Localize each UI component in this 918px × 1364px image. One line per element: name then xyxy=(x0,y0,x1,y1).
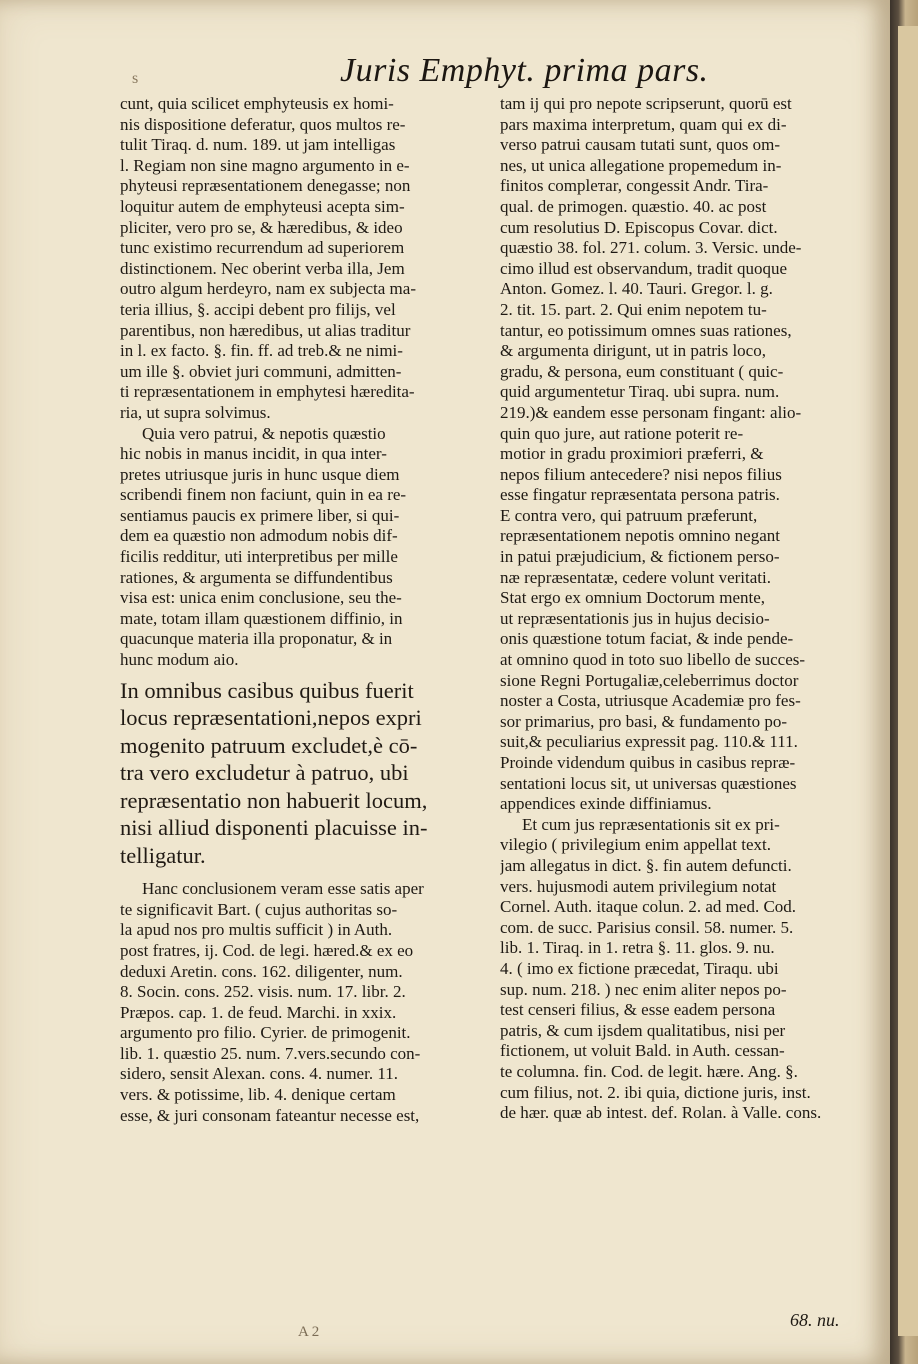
text-line: deduxi Aretin. cons. 162. diligenter, num. xyxy=(120,961,403,981)
text-line: Proinde videndum quibus in casibus repræ- xyxy=(500,753,796,772)
left-paragraph-2 xyxy=(120,424,486,671)
text-line: test censeri filius, & esse eadem persona xyxy=(500,1000,776,1020)
text-line: at omnino quod in toto suo libello de succes- xyxy=(500,650,806,670)
text-line: lib. 1. Tiraq. in 1. retra §. 11. glos. 9. nu. xyxy=(500,938,775,958)
text-line: in l. ex facto. §. fin. ff. ad treb.& ne nimi- xyxy=(120,341,403,361)
text-line: vers. hujusmodi autem privilegium notat xyxy=(500,876,777,896)
text-line: cunt, quia scilicet emphyteusis ex homi- xyxy=(120,94,394,113)
text-line: sentiamus paucis ex primere liber, si qui- xyxy=(120,505,400,525)
header-mark: s xyxy=(132,70,139,87)
text-line: nes, ut unica allegatione propemedum in- xyxy=(500,155,782,175)
text-line: ti repræsentationem in emphytesi hæredita- xyxy=(120,382,415,402)
text-line: scribendi finem non faciunt, quin in ea re- xyxy=(120,485,407,505)
text-line: phyteusi repræsentationem denegasse; non xyxy=(120,176,411,196)
text-line: qual. de primogen. quæstio. 40. ac post xyxy=(500,196,767,216)
text-line: rationes, & argumenta se diffundentibus xyxy=(120,567,393,587)
text-line: sentationi locus sit, ut universas quæstiones xyxy=(500,773,797,793)
text-line: vilegio ( privilegium enim appellat text. xyxy=(500,835,771,855)
running-head: Juris Emphyt. prima pars. xyxy=(340,52,709,89)
text-line: post fratres, ij. Cod. de legi. hæred.& ex eo xyxy=(120,940,414,960)
text-line: 4. ( imo ex fictione præcedat, Tiraqu. ubi xyxy=(500,958,779,978)
text-line: ficilis redditur, uti interpretibus per mille xyxy=(120,547,398,567)
text-line: quæstio 38. fol. 271. colum. 3. Versic. unde- xyxy=(500,238,802,258)
text-line: jam allegatus in dict. §. fin autem defuncti. xyxy=(500,855,792,875)
text-line: Et cum jus repræsentationis sit ex pri- xyxy=(522,814,780,834)
text-line: appendices exinde diffiniamus. xyxy=(500,794,712,814)
text-line: patris, & cum ijsdem qualitatibus, nisi per xyxy=(500,1020,786,1040)
text-line: pliciter, vero pro se, & hæredibus, & ideo xyxy=(120,217,403,237)
text-line: dem ea quæstio non admodum nobis dif- xyxy=(120,526,398,546)
text-line: motior in gradu proximiori præferri, & xyxy=(500,444,764,464)
text-line: locus repræsentationi,nepos expri xyxy=(120,705,422,731)
text-line: hic nobis in manus incidit, in qua inter- xyxy=(120,444,387,464)
text-line: In omnibus casibus quibus fuerit xyxy=(120,677,414,703)
text-line: repræsentatio non habuerit locum, xyxy=(120,787,428,813)
text-line: com. de succ. Parisius consil. 58. numer. 5. xyxy=(500,917,794,937)
text-line: noster a Costa, utriusque Academiæ pro fes- xyxy=(500,691,801,711)
text-line: sup. num. 218. ) nec enim aliter nepos po- xyxy=(500,979,787,999)
text-line: verso patrui causam tutati sunt, quos om- xyxy=(500,135,780,155)
text-line: gradu, & persona, eum constituant ( quic- xyxy=(500,361,784,381)
text-line: nis dispositione deferatur, quos multos re- xyxy=(120,114,406,134)
text-line: fictionem, ut voluit Bald. in Auth. cessan- xyxy=(500,1041,785,1061)
text-line: nepos filium antecedere? nisi nepos filius xyxy=(500,464,782,484)
text-line: pars maxima interpretum, quam qui ex di- xyxy=(500,114,787,134)
text-line: esse fingatur repræsentata persona patris. xyxy=(500,485,780,505)
text-line: 219.)& eandem esse personam fingant: alio- xyxy=(500,402,802,422)
right-column xyxy=(500,94,852,1124)
text-line: Hanc conclusionem veram esse satis aper xyxy=(142,879,424,899)
text-line: um ille §. obviet juri communi, admitten- xyxy=(120,361,402,381)
text-line: sidero, sensit Alexan. cons. 4. numer. 11. xyxy=(120,1064,398,1084)
text-line: ria, ut supra solvimus. xyxy=(120,402,271,422)
text-line: outro algum herdeyro, nam ex subjecta ma- xyxy=(120,279,416,299)
left-paragraph-3 xyxy=(120,879,486,1126)
text-line: finitos compleтar, congessit Andr. Tira- xyxy=(500,176,769,196)
text-line: repræsentationem nepotis omnino negant xyxy=(500,526,780,546)
text-line: Stat ergo ex omnium Doctorum mente, xyxy=(500,588,766,608)
text-line: lib. 1. quæstio 25. num. 7.vers.secundo con- xyxy=(120,1043,421,1063)
thesis-statement xyxy=(120,677,486,870)
text-line: ut repræsentationis jus in hujus decisio- xyxy=(500,608,770,628)
left-column xyxy=(120,94,486,1126)
text-line: tam ij qui pro nepote scripserunt, quorū est xyxy=(500,94,792,113)
text-line: Quia vero patrui, & nepotis quæstio xyxy=(142,423,386,443)
next-page-edge xyxy=(890,0,918,1364)
text-line: sor primarius, pro basi, & fundamento po- xyxy=(500,711,788,731)
text-line: 2. tit. 15. part. 2. Qui enim nepotem tu- xyxy=(500,299,767,319)
text-line: in patui præjudicium, & fictionem perso- xyxy=(500,547,780,567)
text-line: pretes utriusque juris in hunc usque diem xyxy=(120,464,400,484)
text-line: mogenito patruum excludet,è cō- xyxy=(120,732,418,758)
right-paragraph-1 xyxy=(500,94,852,815)
text-line: sione Regni Portugaliæ,celeberrimus doctor xyxy=(500,670,799,690)
text-line: cimo illud est observandum, tradit quoque xyxy=(500,258,788,278)
text-line: hunc modum aio. xyxy=(120,650,239,670)
text-line: vers. & potissime, lib. 4. denique certam xyxy=(120,1085,396,1105)
text-line: la apud nos pro multis sufficit ) in Auth. xyxy=(120,920,393,940)
text-line: nisi alliud disponenti placuisse in- xyxy=(120,815,428,841)
text-line: tra vero excludetur à patruo, ubi xyxy=(120,760,409,786)
text-line: onis quæstione totum faciat, & inde pende- xyxy=(500,629,794,649)
text-line: cum resolutius D. Episcopus Covar. dict. xyxy=(500,217,778,237)
text-line: parentibus, non hæredibus, ut alias traditur xyxy=(120,320,411,340)
text-line: esse, & juri consonam fateantur necesse est, xyxy=(120,1105,420,1125)
text-line: quin quo jure, aut ratione poterit re- xyxy=(500,423,744,443)
text-line: quid argumentetur Tiraq. ubi supra. num. xyxy=(500,382,780,402)
text-line: tulit Tiraq. d. num. 189. ut jam intelligas xyxy=(120,135,396,155)
catchword: 68. nu. xyxy=(790,1310,840,1330)
text-line: næ repræsentatæ, cedere volunt veritati. xyxy=(500,567,771,587)
text-line: cum filius, not. 2. ibi quia, dictione juris, inst. xyxy=(500,1082,811,1102)
signature-mark: A 2 xyxy=(298,1324,320,1340)
text-line: Cornel. Auth. itaque colun. 2. ad med. Cod. xyxy=(500,897,797,917)
text-line: te significavit Bart. ( cujus authoritas so- xyxy=(120,899,398,919)
text-line: loquitur autem de emphyteusi acepta sim- xyxy=(120,196,405,216)
text-line: de hær. quæ ab intest. def. Rolan. à Valle. cons. xyxy=(500,1103,822,1123)
right-paragraph-2 xyxy=(500,815,852,1124)
text-line: distinctionem. Nec oberint verba illa, Jem xyxy=(120,258,405,278)
text-line: telligatur. xyxy=(120,842,206,868)
text-line: E contra vero, qui patruum præferunt, xyxy=(500,505,758,525)
text-line: tantur, eo potissimum omnes suas rationes, xyxy=(500,320,792,340)
text-line: visa est: unica enim conclusione, seu the- xyxy=(120,588,402,608)
text-line: Anton. Gomez. l. 40. Tauri. Gregor. l. g. xyxy=(500,279,773,299)
text-line: Præpos. cap. 1. de feud. Marchi. in xxix. xyxy=(120,1002,397,1022)
text-line: & argumenta dirigunt, ut in patris loco, xyxy=(500,341,766,361)
text-line: quacunque materia illa proponatur, & in xyxy=(120,629,393,649)
text-line: argumento pro filio. Cyrier. de primogenit. xyxy=(120,1023,411,1043)
text-line: l. Regiam non sine magno argumento in e- xyxy=(120,155,410,175)
text-line: 8. Socin. cons. 252. visis. num. 17. libr. 2. xyxy=(120,982,406,1002)
text-line: suit,& peculiarius expressit pag. 110.& 111. xyxy=(500,732,798,752)
text-line: tunc existimo recurrendum ad superiorem xyxy=(120,238,405,258)
text-line: te columna. fin. Cod. de legit. hære. Ang. §. xyxy=(500,1061,798,1081)
left-paragraph-1 xyxy=(120,94,486,424)
text-line: teria illius, §. accipi debent pro filijs, vel xyxy=(120,299,396,319)
text-line: mate, totam illam quæstionem diffinio, in xyxy=(120,608,403,628)
